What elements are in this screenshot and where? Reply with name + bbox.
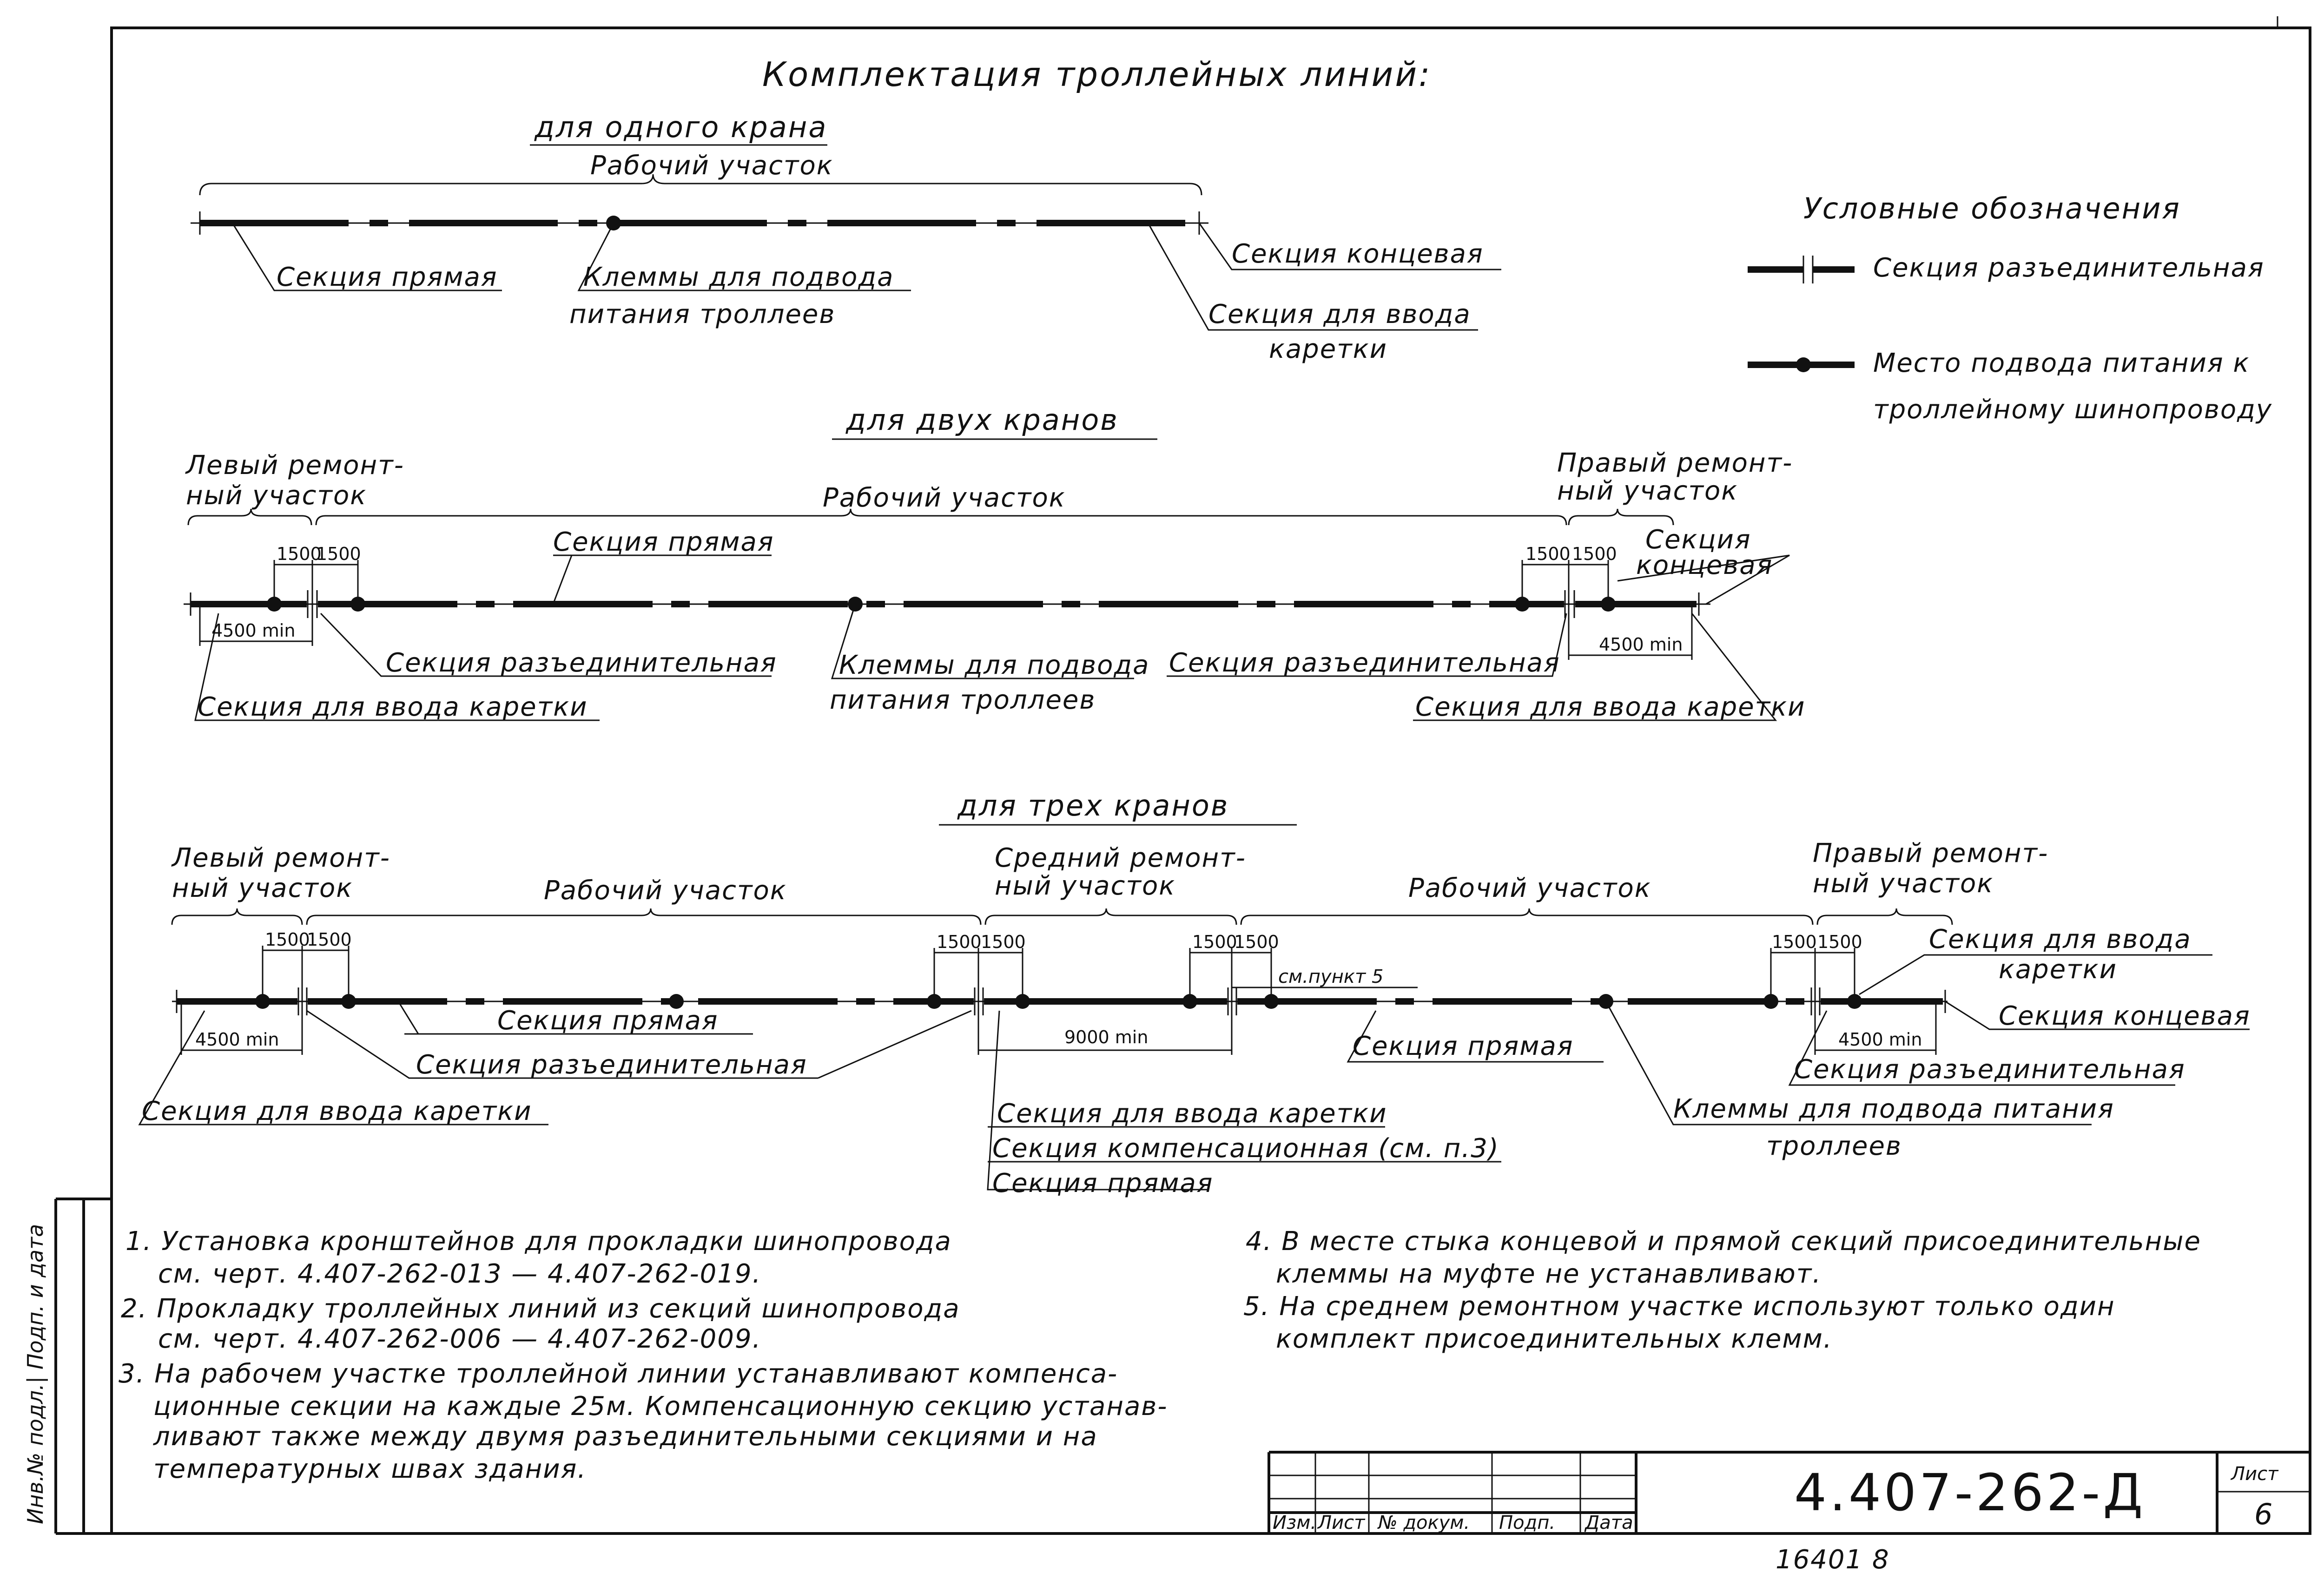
two-cranes-right-repair-l1: Правый ремонт-	[1557, 448, 1793, 478]
two-cranes-dim-1500-b: 1500	[316, 544, 361, 564]
stamp-document-code: 4.407-262-Д	[1794, 1463, 2146, 1522]
page-title: Комплектация троллейных линий:	[762, 55, 1432, 94]
legend	[1748, 191, 2272, 425]
two-cranes-work-section: Рабочий участок	[823, 483, 1066, 513]
side-stamp-text: Инв.№ подл.| Подп. и дата	[23, 1224, 48, 1524]
two-cranes-dim-1500-c: 1500	[1525, 544, 1571, 564]
diagram-two-cranes	[184, 403, 1805, 722]
three-cranes-middle-comp: Секция компенсационная (см. п.3)	[992, 1133, 1499, 1164]
note-5-line-1: 5. На среднем ремонтном участке используют только один	[1243, 1291, 2115, 1322]
three-cranes-feed-10	[1847, 994, 1862, 1009]
three-cranes-disconnect-right: Секция разъединительная	[1794, 1054, 2185, 1085]
two-cranes-disconnect-left: Секция разъединительная	[386, 648, 777, 678]
note-4-line-1: 4. В месте стыка концевой и прямой секций присоединительные	[1246, 1226, 2201, 1257]
three-cranes-heading: для трех кранов	[957, 789, 1229, 823]
three-cranes-feed-9	[1763, 994, 1778, 1009]
three-cranes-carriage-right-l2: каретки	[1999, 954, 2117, 985]
one-crane-work-section: Рабочий участок	[590, 151, 833, 181]
two-cranes-carriage-right: Секция для ввода каретки	[1415, 692, 1806, 722]
three-cranes-clamps-l1: Клеммы для подвода питания	[1673, 1094, 2114, 1124]
one-crane-straight-label: Секция прямая	[277, 262, 498, 292]
stamp-sheet-number: 6	[2254, 1497, 2274, 1531]
note-1-line-1: 1. Установка кронштейнов для прокладки шинопровода	[125, 1226, 952, 1257]
two-cranes-disconnect-right: Секция разъединительная	[1169, 648, 1560, 678]
note-3-line-1: 3. На рабочем участке троллейной линии устанавливают компенса-	[119, 1359, 1118, 1389]
note-3-line-4: температурных швах здания.	[153, 1454, 587, 1484]
two-cranes-dim-4500-left: 4500 min	[211, 620, 296, 641]
three-cranes-dim-1500-7: 1500	[1772, 932, 1817, 952]
one-crane-clamps-l1: Клеммы для подвода	[583, 262, 894, 292]
three-cranes-middle-carriage: Секция для ввода каретки	[997, 1099, 1387, 1129]
two-cranes-clamps-l2: питания троллеев	[830, 685, 1096, 715]
three-cranes-feed-7	[1264, 994, 1279, 1009]
three-cranes-left-repair-l1: Левый ремонт-	[172, 843, 390, 873]
three-cranes-carriage-left: Секция для ввода каретки	[142, 1096, 532, 1126]
three-cranes-middle-straight: Секция прямая	[992, 1168, 1214, 1198]
two-cranes-end-l2: концевая	[1636, 550, 1773, 580]
two-cranes-left-repair-l2: ный участок	[186, 480, 367, 511]
three-cranes-straight-left: Секция прямая	[497, 1006, 719, 1036]
two-cranes-dim-1500-a: 1500	[277, 544, 322, 564]
note-2-line-2: см. черт. 4.407-262-006 — 4.407-262-009.	[158, 1324, 762, 1354]
three-cranes-feed-2	[341, 994, 356, 1009]
three-cranes-end-label: Секция концевая	[1999, 1001, 2251, 1031]
three-cranes-clamps-l2: троллеев	[1766, 1131, 1902, 1161]
three-cranes-dim-1500-8: 1500	[1817, 932, 1862, 952]
one-crane-carriage-l1: Секция для ввода	[1208, 299, 1471, 329]
stamp-col-izm: Изм.	[1273, 1512, 1317, 1533]
three-cranes-see-item-5: см.пункт 5	[1278, 966, 1384, 987]
three-cranes-dim-1500-4: 1500	[981, 932, 1026, 952]
two-cranes-end-l1: Секция	[1645, 525, 1751, 555]
notes	[119, 1226, 2201, 1484]
two-cranes-feed-4	[1515, 597, 1530, 612]
three-cranes-dim-1500-5: 1500	[1192, 932, 1237, 952]
three-cranes-right-repair-l1: Правый ремонт-	[1813, 838, 2049, 869]
note-4-line-2: клеммы на муфте не устанавливают.	[1276, 1259, 1822, 1289]
three-cranes-feed-4	[927, 994, 942, 1009]
three-cranes-feed-5	[1015, 994, 1030, 1009]
note-3-line-3: ливают также между двумя разъединительными секциями и на	[153, 1421, 1098, 1452]
one-crane-clamps-l2: питания троллеев	[569, 299, 836, 329]
two-cranes-carriage-left: Секция для ввода каретки	[198, 692, 588, 722]
stamp-col-sign: Подп.	[1499, 1512, 1556, 1533]
three-cranes-dim-4500-left: 4500 min	[195, 1029, 279, 1050]
diagram-one-crane	[191, 110, 1501, 364]
three-cranes-left-repair-l2: ный участок	[172, 873, 353, 903]
two-cranes-feed-1	[267, 597, 282, 612]
note-2-line-1: 2. Прокладку троллейных линий из секций шинопровода	[121, 1294, 960, 1324]
three-cranes-middle-repair-l2: ный участок	[995, 871, 1176, 901]
stamp-inventory-number: 16401 8	[1776, 1545, 1890, 1575]
two-cranes-straight-label: Секция прямая	[553, 527, 774, 557]
one-crane-carriage-l2: каретки	[1269, 334, 1387, 364]
note-1-line-2: см. черт. 4.407-262-013 — 4.407-262-019.	[158, 1259, 762, 1289]
three-cranes-dim-1500-6: 1500	[1234, 932, 1279, 952]
two-cranes-dim-1500-d: 1500	[1572, 544, 1617, 564]
three-cranes-dim-1500-2: 1500	[307, 929, 352, 950]
stamp-col-doc: № докум.	[1378, 1512, 1470, 1533]
stamp-sheet-label: Лист	[2231, 1463, 2278, 1485]
legend-feed-dot	[1796, 357, 1811, 372]
two-cranes-clamps-l1: Клеммы для подвода	[839, 650, 1150, 680]
title-block	[1269, 1452, 2310, 1575]
three-cranes-feed-6	[1182, 994, 1197, 1009]
diagram-three-cranes	[139, 789, 2251, 1198]
three-cranes-dim-1500-1: 1500	[265, 929, 310, 950]
two-cranes-dim-4500-right: 4500 min	[1599, 634, 1683, 655]
one-crane-end-label: Секция концевая	[1232, 239, 1484, 269]
three-cranes-dim-4500-right: 4500 min	[1838, 1029, 1922, 1050]
two-cranes-feed-2	[350, 597, 365, 612]
one-crane-heading: для одного крана	[535, 110, 828, 144]
legend-title: Условные обозначения	[1803, 191, 2181, 225]
three-cranes-dim-9000: 9000 min	[1064, 1027, 1149, 1047]
three-cranes-middle-repair-l1: Средний ремонт-	[995, 843, 1246, 873]
legend-feed-l2: троллейному шинопроводу	[1873, 395, 2272, 425]
note-3-line-2: ционные секции на каждые 25м. Компенсационную секцию устанав-	[153, 1391, 1168, 1421]
two-cranes-left-repair-l1: Левый ремонт-	[186, 450, 404, 480]
three-cranes-feed-1	[255, 994, 270, 1009]
two-cranes-right-repair-l2: ный участок	[1557, 476, 1738, 506]
note-5-line-2: комплект присоединительных клемм.	[1276, 1324, 1833, 1354]
three-cranes-straight-right: Секция прямая	[1353, 1031, 1574, 1061]
three-cranes-work-section-1: Рабочий участок	[544, 875, 787, 906]
stamp-col-date: Дата	[1585, 1512, 1633, 1533]
three-cranes-work-section-2: Рабочий участок	[1408, 873, 1651, 903]
three-cranes-right-repair-l2: ный участок	[1813, 869, 1994, 899]
two-cranes-heading: для двух кранов	[846, 403, 1119, 437]
stamp-col-list: Лист	[1318, 1512, 1365, 1533]
legend-disconnect-label: Секция разъединительная	[1873, 253, 2265, 283]
three-cranes-dim-1500-3: 1500	[937, 932, 982, 952]
three-cranes-disconnect-left: Секция разъединительная	[416, 1050, 807, 1080]
two-cranes-feed-5	[1601, 597, 1616, 612]
legend-feed-l1: Место подвода питания к	[1873, 348, 2250, 378]
three-cranes-carriage-right-l1: Секция для ввода	[1929, 924, 2192, 954]
